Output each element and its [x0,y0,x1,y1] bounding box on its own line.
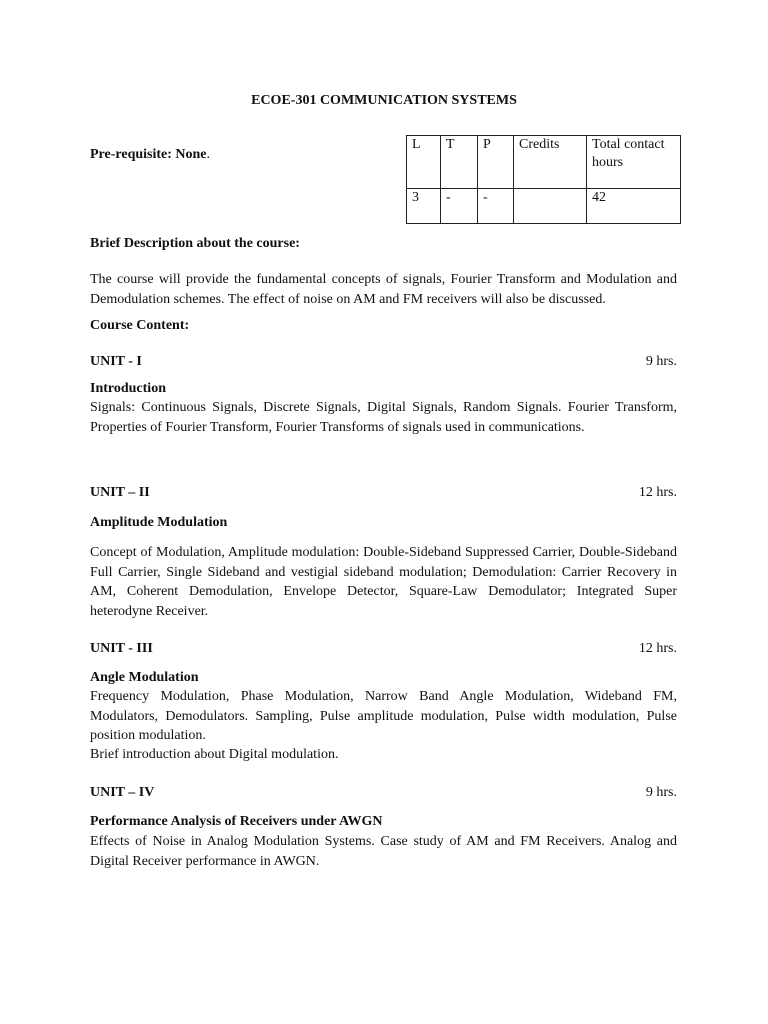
brief-description-text: The course will provide the fundamental concepts of signals, Fourier Transform and Modulation and Demodulation schemes. The effect of noise on AM and FM receivers will also be discussed. [90,272,677,307]
table-header-cell: Total contact hours [587,136,681,189]
unit-header [90,354,677,370]
table-header-cell: P [478,136,514,189]
unit-description: Concept of Modulation, Amplitude modulation: Double-Sideband Suppressed Carrier, Double-Sideband Full Carrier, Single Sideband and vestigial sideband modulation; Demodulation: Carrier Recovery in AM, Coherent Demodulation, Envelope Detector, Square-Law Demodulator; Integrated Super heterodyne Receiver. [90,545,677,619]
table-row [407,189,681,224]
unit-description: Signals: Continuous Signals, Discrete Signals, Digital Signals, Random Signals. Fourier Transform, Properties of Fourier Transform, Fourier Transforms of signals used in communications. [90,400,677,435]
unit-extra-line: Brief introduction about Digital modulation. [90,747,339,762]
unit-header [90,785,677,801]
unit-name: UNIT - I [90,354,142,369]
course-content-heading: Course Content: [90,318,190,333]
table-cell: - [441,189,478,224]
table-header-cell: T [441,136,478,189]
table-cell: 3 [407,189,441,224]
unit-name: UNIT – II [90,485,150,500]
prerequisite-suffix: . [206,147,211,162]
table-header-row [407,136,681,189]
table-cell [514,189,587,224]
table-header-cell: Credits [514,136,587,189]
prerequisite-line [90,147,210,163]
unit-hours: 12 hrs. [638,485,677,500]
prerequisite-label: Pre-requisite: None [90,147,207,162]
unit-name: UNIT – IV [90,785,155,800]
unit-header [90,641,677,657]
unit-description: Frequency Modulation, Phase Modulation, Narrow Band Angle Modulation, Wideband FM, Modulators, Demodulators. Sampling, Pulse amplitude modulation, Pulse width modulation, Pulse position modulation. [90,689,677,743]
unit-description: Effects of Noise in Analog Modulation Systems. Case study of AM and FM Receivers. Analog and Digital Receiver performance in AWGN. [90,834,677,869]
table-header-cell: L [407,136,441,189]
brief-description-heading: Brief Description about the course: [90,236,300,251]
unit-topic: Amplitude Modulation [90,515,228,530]
unit-name: UNIT - III [90,641,153,656]
unit-topic: Performance Analysis of Receivers under AWGN [90,814,383,829]
unit-header [90,485,677,501]
unit-topic: Introduction [90,381,166,396]
table-cell: - [478,189,514,224]
ltp-credits-table [406,135,681,224]
course-title: ECOE-301 COMMUNICATION SYSTEMS [251,93,517,108]
unit-hours: 12 hrs. [638,641,677,656]
table-cell: 42 [587,189,681,224]
unit-hours: 9 hrs. [645,785,677,800]
unit-hours: 9 hrs. [645,354,677,369]
unit-topic: Angle Modulation [90,670,199,685]
